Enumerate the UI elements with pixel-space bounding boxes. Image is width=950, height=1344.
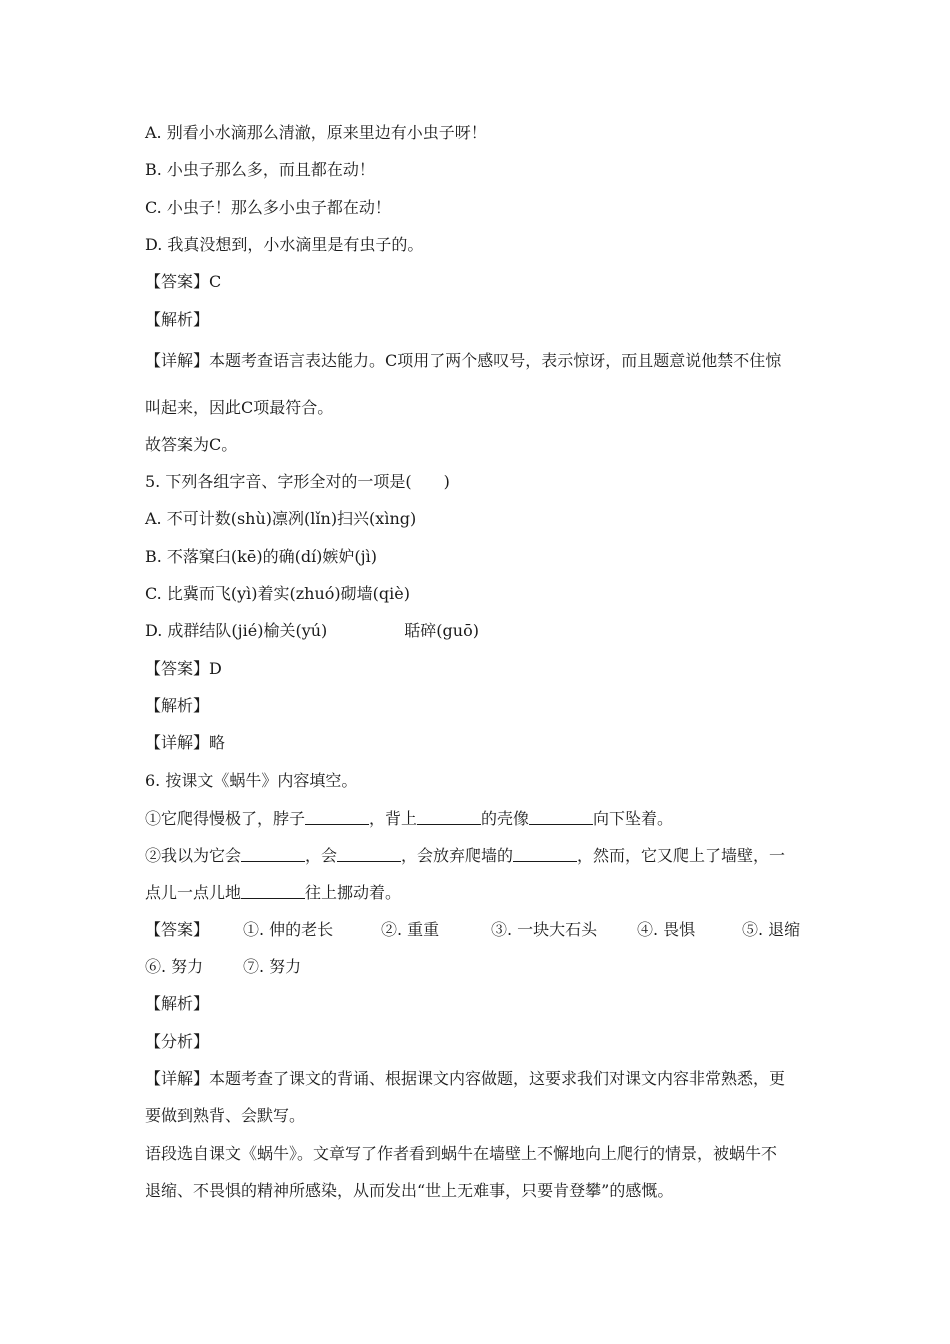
q6-line-2-text-d: ，然而，它又爬上了墙壁，一 (577, 846, 786, 865)
q6-answer-4: ④. 畏惧 (637, 920, 696, 939)
q6-line-1-text-b: ，背上 (369, 809, 418, 828)
q6-answer-6: ⑥. 努力 (145, 957, 204, 976)
q6-line-2-text-b: ，会 (305, 846, 338, 865)
q4-option-c: C. 小虫子！那么多小虫子都在动！ (145, 198, 391, 217)
q6-line-2-text-c: ，会放弃爬墙的 (401, 846, 514, 865)
q6-answer-7: ⑦. 努力 (243, 957, 302, 976)
q4-detail-line-2: 叫起来，因此C项最符合。 (145, 398, 334, 417)
q4-detail-line-1: 【详解】本题考查语言表达能力。C项用了两个感叹号，表示惊讶，而且题意说他禁不住惊 (145, 351, 782, 370)
q6-answer-5: ⑤. 退缩 (742, 920, 801, 939)
q6-fenxi: 【分析】 (145, 1032, 210, 1051)
q5-option-d (145, 620, 479, 642)
q6-line-3-text-b: 往上挪动着。 (305, 883, 402, 902)
q4-option-d: D. 我真没想到，小水滴里是有虫子的。 (145, 235, 424, 254)
document-page (145, 0, 810, 1344)
q6-answer-1: ①. 伸的老长 (243, 920, 334, 939)
blank-2 (417, 807, 481, 825)
blank-3 (529, 807, 593, 825)
q5-option-d-part-2: 聒碎(guō) (404, 621, 479, 640)
q6-paragraph-line-2: 退缩、不畏惧的精神所感染，从而发出“世上无难事，只要肯登攀”的感慨。 (145, 1181, 674, 1200)
blank-4 (241, 844, 305, 862)
q6-line-3-text-a: 点儿一点儿地 (145, 883, 242, 902)
blank-7 (241, 881, 305, 899)
q6-line-1-text-a: ①它爬得慢极了，脖子 (145, 809, 306, 828)
blank-6 (513, 844, 577, 862)
q5-analysis: 【解析】 (145, 696, 210, 715)
q6-fill-line-3 (145, 881, 401, 904)
q6-line-1-text-c: 的壳像 (481, 809, 530, 828)
q5-answer: 【答案】D (145, 659, 222, 678)
q6-answer-row-1 (145, 919, 800, 941)
q5-option-c: C. 比冀而飞(yì)着实(zhuó)砌墙(qiè) (145, 584, 410, 603)
q5-stem: 5. 下列各组字音、字形全对的一项是( ) (145, 472, 450, 491)
q6-detail-line-1: 【详解】本题考查了课文的背诵、根据课文内容做题，这要求我们对课文内容非常熟悉，更 (145, 1069, 786, 1088)
q4-answer: 【答案】C (145, 272, 222, 291)
q6-detail-line-2: 要做到熟背、会默写。 (145, 1106, 306, 1125)
q6-fill-line-2 (145, 844, 785, 867)
q5-option-a: A. 不可计数(shù)凛冽(lǐn)扫兴(xìng) (145, 509, 417, 528)
q4-analysis: 【解析】 (145, 310, 210, 329)
q6-answer-label: 【答案】 (145, 920, 210, 939)
q5-option-d-part-1: D. 成群结队(jié)榆关(yú) (145, 621, 328, 640)
q6-fill-line-1 (145, 807, 673, 830)
q6-answer-row-2 (145, 956, 301, 978)
q6-answer-2: ②. 重重 (381, 920, 440, 939)
q6-stem: 6. 按课文《蜗牛》内容填空。 (145, 771, 358, 790)
q5-option-b: B. 不落窠臼(kē)的确(dí)嫉妒(jì) (145, 547, 377, 566)
q6-analysis: 【解析】 (145, 994, 210, 1013)
q4-option-a: A. 别看小水滴那么清澈，原来里边有小虫子呀！ (145, 123, 487, 142)
q4-option-b: B. 小虫子那么多，而且都在动！ (145, 160, 375, 179)
q6-paragraph-line-1: 语段选自课文《蜗牛》。文章写了作者看到蜗牛在墙壁上不懈地向上爬行的情景，被蜗牛不 (145, 1144, 778, 1163)
q6-line-1-text-d: 向下坠着。 (593, 809, 674, 828)
q4-conclusion: 故答案为C。 (145, 435, 238, 454)
blank-5 (337, 844, 401, 862)
blank-1 (305, 807, 369, 825)
q6-line-2-text-a: ②我以为它会 (145, 846, 242, 865)
q6-answer-3: ③. 一块大石头 (491, 920, 598, 939)
q5-detail: 【详解】略 (145, 733, 226, 752)
